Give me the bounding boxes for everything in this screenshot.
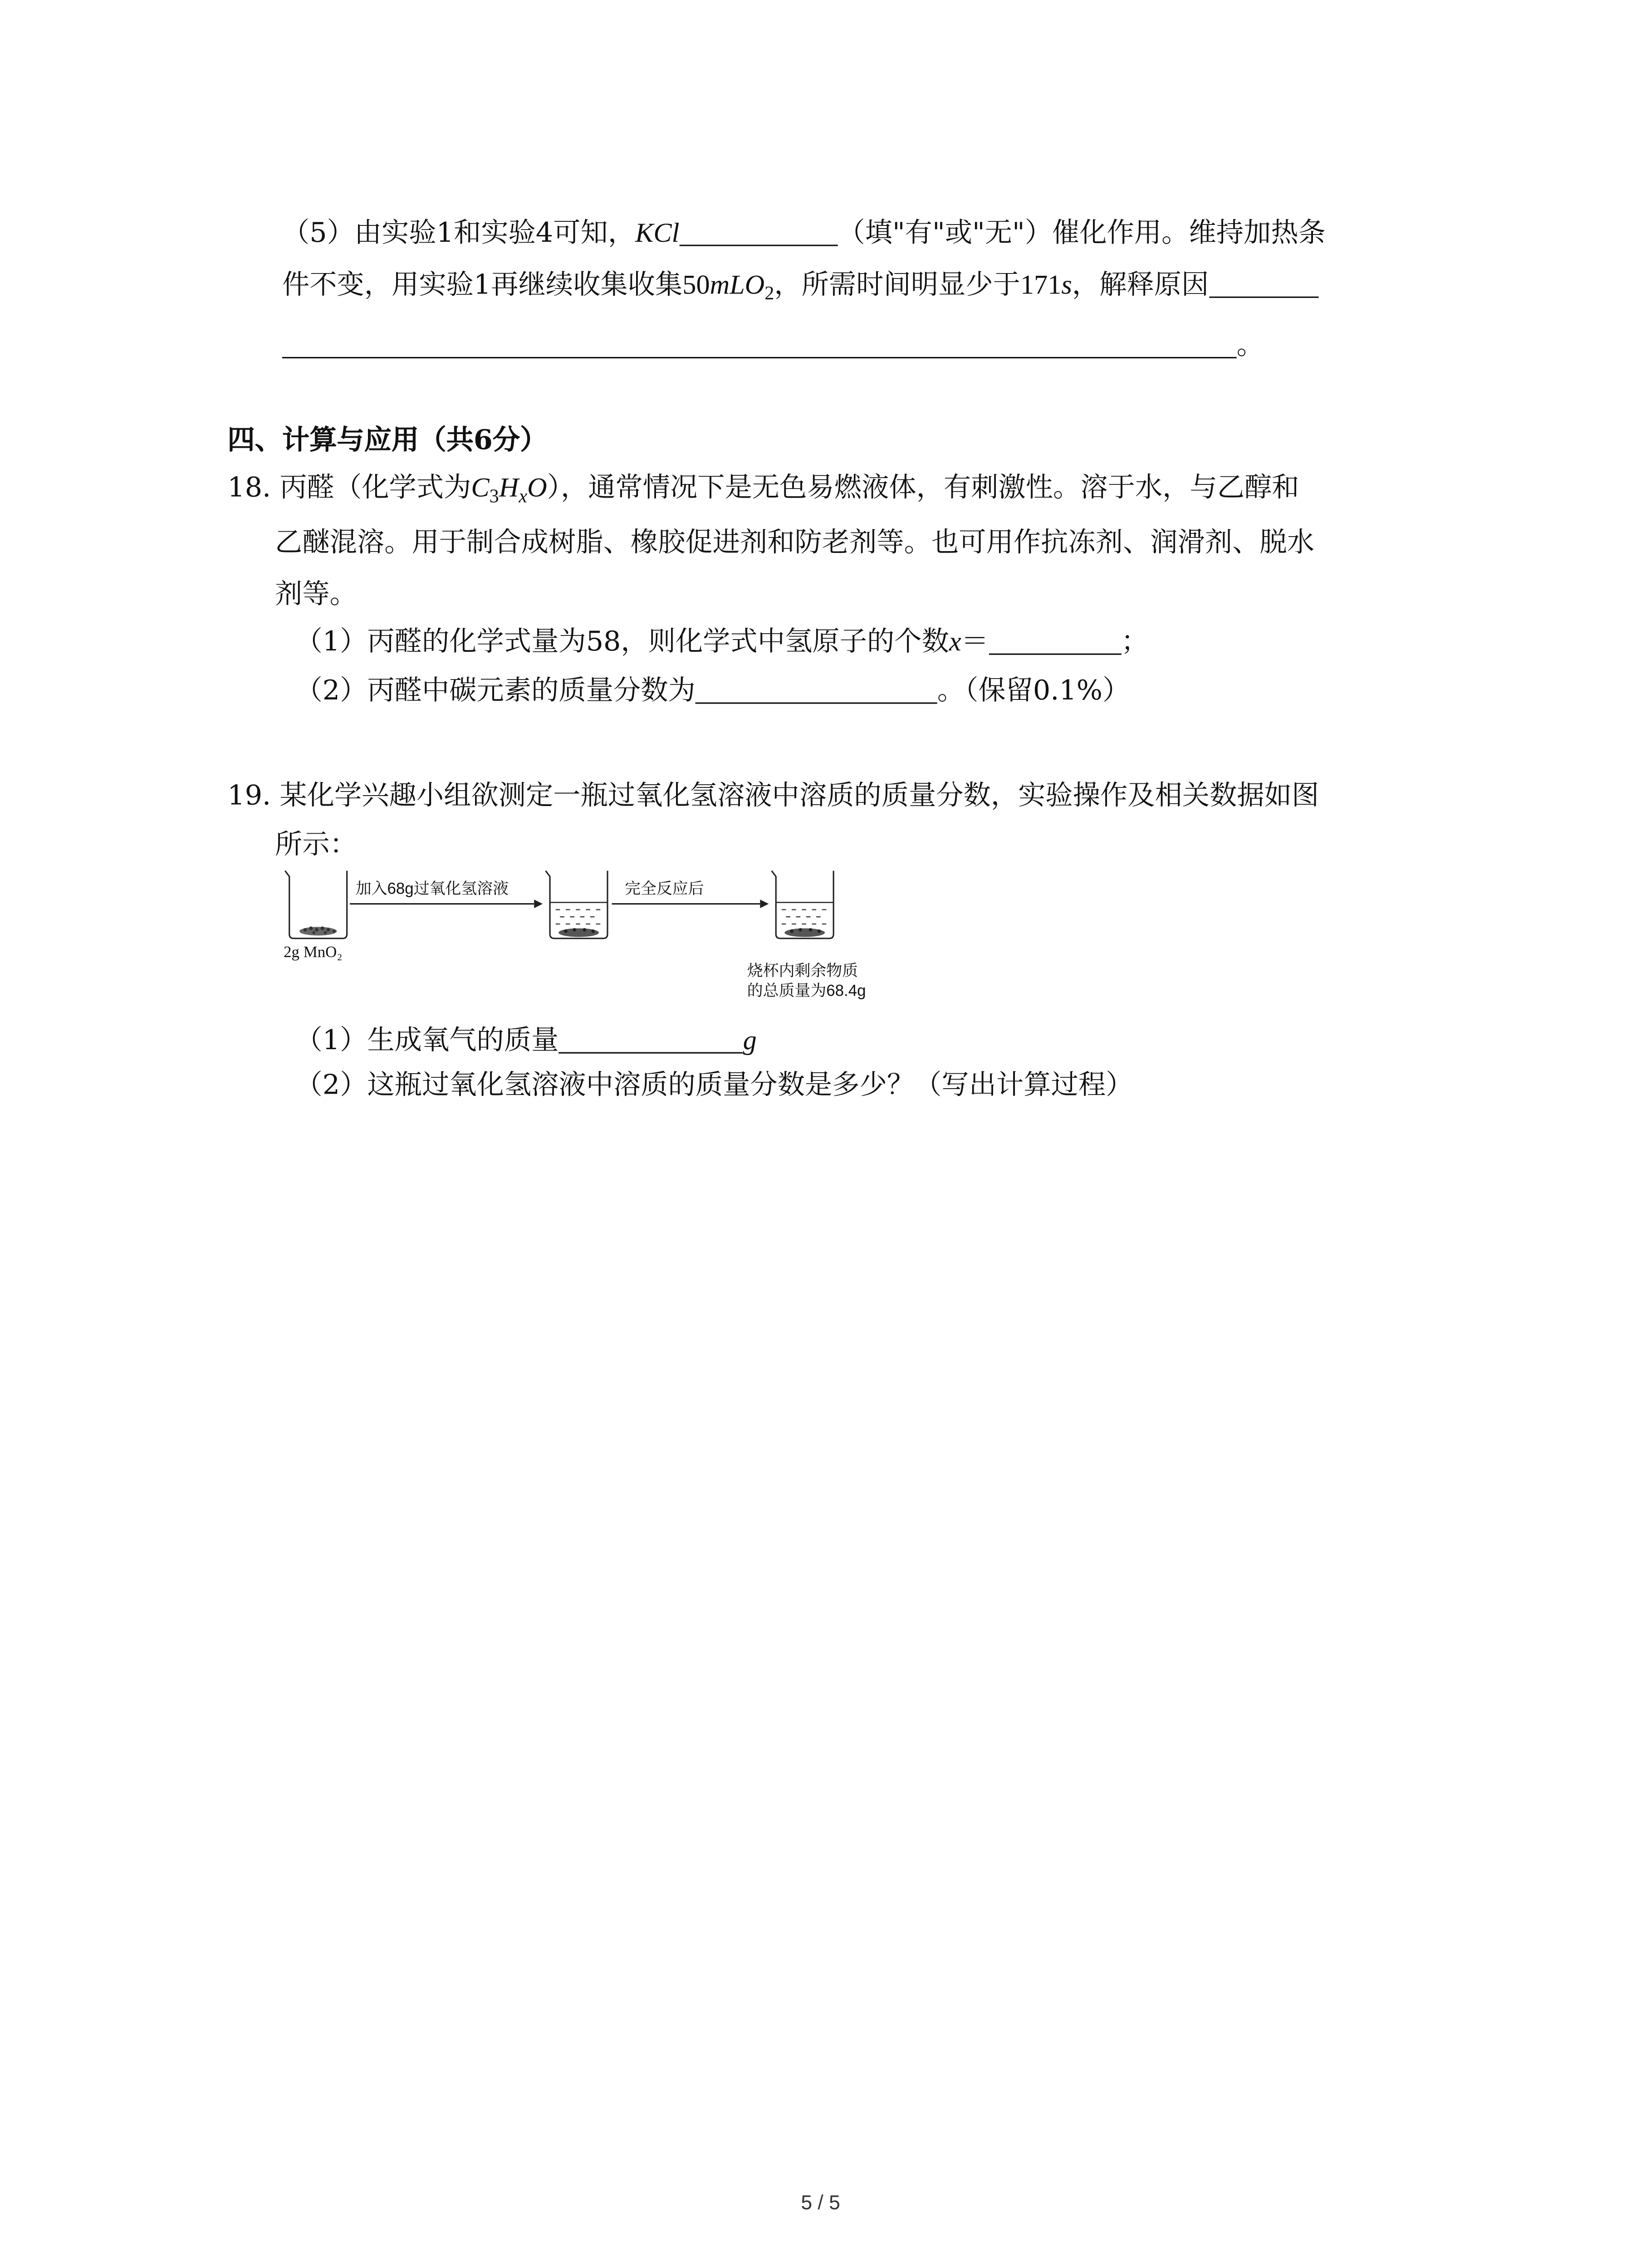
text: ，解释原因 — [1072, 269, 1209, 301]
text: （5）由实验1和实验4可知， — [282, 217, 636, 249]
formula-o: O — [527, 473, 547, 504]
text: 。（保留0.1%） — [937, 675, 1130, 707]
text: ； — [1121, 626, 1149, 658]
text: 。 — [1236, 329, 1264, 362]
mno2-label: 2g MnO₂ — [284, 943, 343, 961]
answer-blank-long[interactable] — [282, 328, 1237, 358]
q18-part-1 — [295, 622, 1148, 664]
q17-5-line-2 — [282, 265, 1318, 307]
section-title: 四、计算与应用（共6分） — [227, 425, 548, 456]
arrow-2-label: 完全反应后 — [625, 880, 704, 898]
volume-unit: mLO — [710, 270, 765, 301]
answer-blank[interactable] — [558, 1023, 743, 1054]
text: （1）丙醛的化学式量为58，则化学式中氢原子的个数 — [295, 626, 949, 658]
q18-part-2 — [295, 671, 1130, 711]
arrow-1 — [350, 899, 543, 908]
q17-5-line-1 — [282, 213, 1326, 255]
arrow-1-label: 加入68g过氧化氢溶液 — [355, 880, 509, 898]
result-label-2: 的总质量为68.4g — [747, 982, 866, 1000]
text: （填"有"或"无"）催化作用。维持加热条 — [838, 217, 1326, 249]
text: 18. 丙醛（化学式为 — [227, 472, 471, 504]
variable-x: x — [949, 627, 961, 658]
unit-g: g — [743, 1026, 757, 1056]
answer-blank[interactable] — [696, 674, 937, 704]
arrow-2 — [612, 899, 769, 908]
time-unit: s — [1061, 270, 1072, 301]
result-label-1: 烧杯内剩余物质 — [747, 962, 858, 980]
q19-part-2: （2）这瓶过氧化氢溶液中溶质的质量分数是多少？（写出计算过程） — [295, 1069, 1133, 1101]
answer-blank[interactable] — [679, 216, 838, 246]
subscript: 3 — [489, 485, 499, 507]
q19-line-1: 19. 某化学兴趣小组欲测定一瓶过氧化氢溶液中溶质的质量分数，实验操作及相关数据如图 — [227, 780, 1319, 812]
beaker-3 — [772, 871, 833, 938]
subscript: x — [519, 485, 528, 507]
q18-line-2: 乙醚混溶。用于制合成树脂、橡胶促进剂和防老剂等。也可用作抗冻剂、润滑剂、脱水 — [275, 527, 1314, 559]
formula-kcl: KCl — [635, 219, 680, 249]
experiment-diagram — [281, 868, 914, 1019]
q18-line-1 — [227, 468, 1299, 509]
text: 件不变，用实验1再继续收集收集 — [282, 269, 683, 301]
time-value: 171 — [1020, 270, 1062, 301]
beaker-2 — [546, 871, 607, 938]
page-number: 5 / 5 — [801, 2190, 840, 2214]
answer-blank[interactable] — [989, 625, 1121, 655]
q18-line-3: 剂等。 — [275, 578, 357, 611]
formula-h: H — [499, 473, 519, 504]
subscript: 2 — [764, 282, 774, 304]
volume-value: 50 — [682, 270, 710, 301]
q19-part-1 — [295, 1021, 756, 1062]
mno2-powder — [299, 926, 337, 935]
q17-5-line-3 — [282, 325, 1264, 366]
answer-blank[interactable] — [1209, 268, 1318, 298]
beaker-1 — [285, 871, 347, 938]
text: ，所需时间明显少于 — [774, 269, 1020, 301]
text: （2）丙醛中碳元素的质量分数为 — [295, 675, 696, 707]
formula-c: C — [471, 473, 490, 504]
text: ＝ — [961, 626, 989, 658]
text: ），通常情况下是无色易燃液体，有刺激性。溶于水，与乙醇和 — [547, 472, 1299, 504]
text: （1）生成氧气的质量 — [295, 1025, 559, 1056]
q19-line-2: 所示： — [275, 829, 357, 861]
